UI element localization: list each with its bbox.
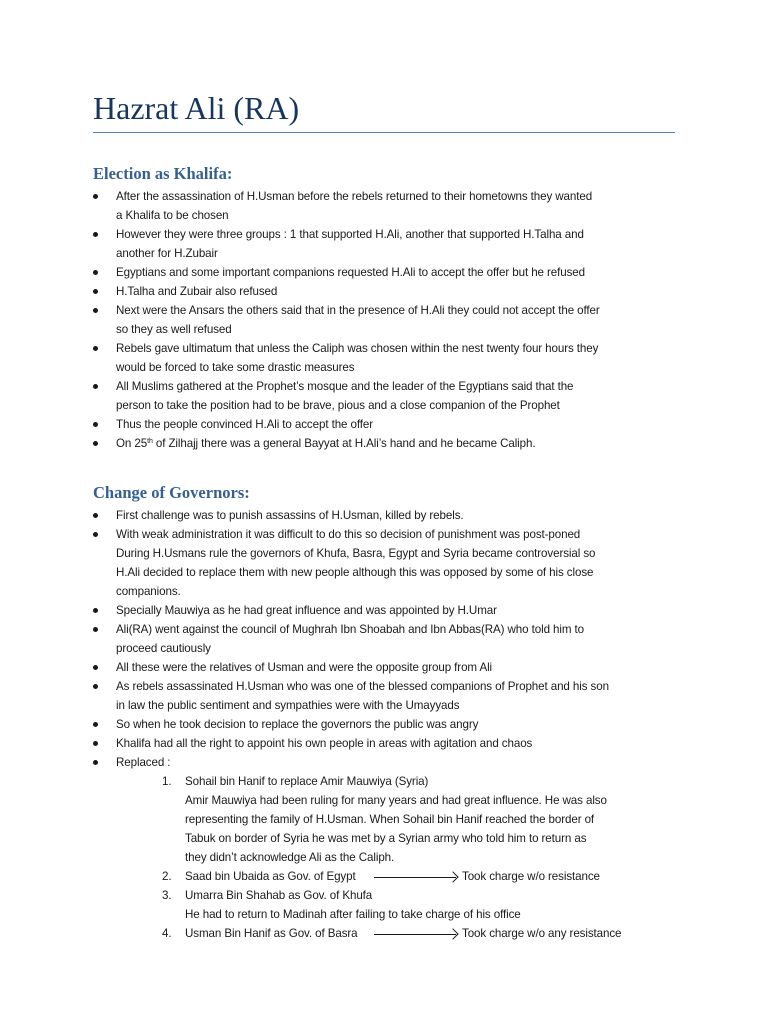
bullet-icon: [93, 346, 98, 351]
list-item: After the assassination of H.Usman before the rebels returned to their hometowns they wanted a Khalifa to be chosen: [93, 187, 674, 225]
bullet-icon: [93, 627, 98, 632]
bullet-icon: [93, 722, 98, 727]
list-item: As rebels assassinated H.Usman who was one of the blessed companions of Prophet and his son in law the public sentiment and sympathies were with the Umayyads: [93, 677, 674, 715]
bullet-icon: [93, 513, 98, 518]
list-item: Khalifa had all the right to appoint his own people in areas with agitation and chaos: [93, 734, 674, 753]
page-title: Hazrat Ali (RA): [93, 90, 300, 126]
bullet-icon: [93, 308, 98, 313]
list-item: Egyptians and some important companions requested H.Ali to accept the offer but he refused: [93, 263, 674, 282]
list-item: So when he took decision to replace the governors the public was angry: [93, 715, 674, 734]
title-underline: [93, 132, 675, 133]
numbered-item: 1. Sohail bin Hanif to replace Amir Mauwiya (Syria) Amir Mauwiya had been ruling for many years and had great influence. He was also representing the family of H.Usman. When Sohail bin Hanif reached the border of Tabuk on border of Syria he was met by a Syrian army who told him to return as they didn’t acknowledge Ali as the Caliph.: [162, 775, 607, 864]
bullet-icon: [93, 532, 98, 537]
replaced-governors-list: [93, 772, 674, 943]
section-heading-governors: Change of Governors:: [93, 483, 250, 502]
bullet-icon: [93, 608, 98, 613]
list-item: Next were the Ansars the others said that in the presence of H.Ali they could not accept the offer so they as well refused: [93, 301, 674, 339]
arrow-right-icon: [374, 877, 456, 878]
list-item: On 25th of Zilhajj there was a general Bayyat at H.Ali’s hand and he became Caliph.: [93, 434, 674, 453]
list-item: However they were three groups : 1 that supported H.Ali, another that supported H.Talha and another for H.Zubair: [93, 225, 674, 263]
list-item: Replaced :: [93, 753, 674, 772]
bullet-icon: [93, 760, 98, 765]
list-item: All these were the relatives of Usman and were the opposite group from Ali: [93, 658, 674, 677]
numbered-item: 2. Saad bin Ubaida as Gov. of Egypt Took charge w/o resistance: [162, 870, 600, 883]
bullet-icon: [93, 741, 98, 746]
list-item: H.Talha and Zubair also refused: [93, 282, 674, 301]
bullet-icon: [93, 384, 98, 389]
section-heading-election: Election as Khalifa:: [93, 164, 233, 183]
bullet-icon: [93, 194, 98, 199]
numbered-item: 4. Usman Bin Hanif as Gov. of Basra Took charge w/o any resistance: [162, 927, 622, 940]
bullet-icon: [93, 684, 98, 689]
governors-bullet-list: [93, 506, 674, 772]
bullet-icon: [93, 665, 98, 670]
list-item: All Muslims gathered at the Prophet’s mosque and the leader of the Egyptians said that the person to take the position had to be brave, pious and a close companion of the Prophet: [93, 377, 674, 415]
bullet-icon: [93, 270, 98, 275]
bullet-icon: [93, 441, 98, 446]
election-bullet-list: [93, 187, 674, 453]
list-item: Thus the people convinced H.Ali to accept the offer: [93, 415, 674, 434]
ordinal-superscript: th: [147, 438, 153, 445]
arrow-right-icon: [374, 934, 456, 935]
bullet-icon: [93, 289, 98, 294]
list-item: First challenge was to punish assassins of H.Usman, killed by rebels.: [93, 506, 674, 525]
list-item: Specially Mauwiya as he had great influence and was appointed by H.Umar: [93, 601, 674, 620]
numbered-item: 3. Umarra Bin Shahab as Gov. of Khufa He had to return to Madinah after failing to take charge of his office: [162, 889, 521, 921]
list-item: Rebels gave ultimatum that unless the Caliph was chosen within the nest twenty four hours they would be forced to take some drastic measures: [93, 339, 674, 377]
list-item: Ali(RA) went against the council of Mughrah Ibn Shoabah and Ibn Abbas(RA) who told him to proceed cautiously: [93, 620, 674, 658]
bullet-icon: [93, 232, 98, 237]
list-item: With weak administration it was difficult to do this so decision of punishment was post-poned During H.Usmans rule the governors of Khufa, Basra, Egypt and Syria became controversial so H.Ali decided to replace them with new people although this was opposed by some of his close companions.: [93, 525, 674, 601]
bullet-icon: [93, 422, 98, 427]
